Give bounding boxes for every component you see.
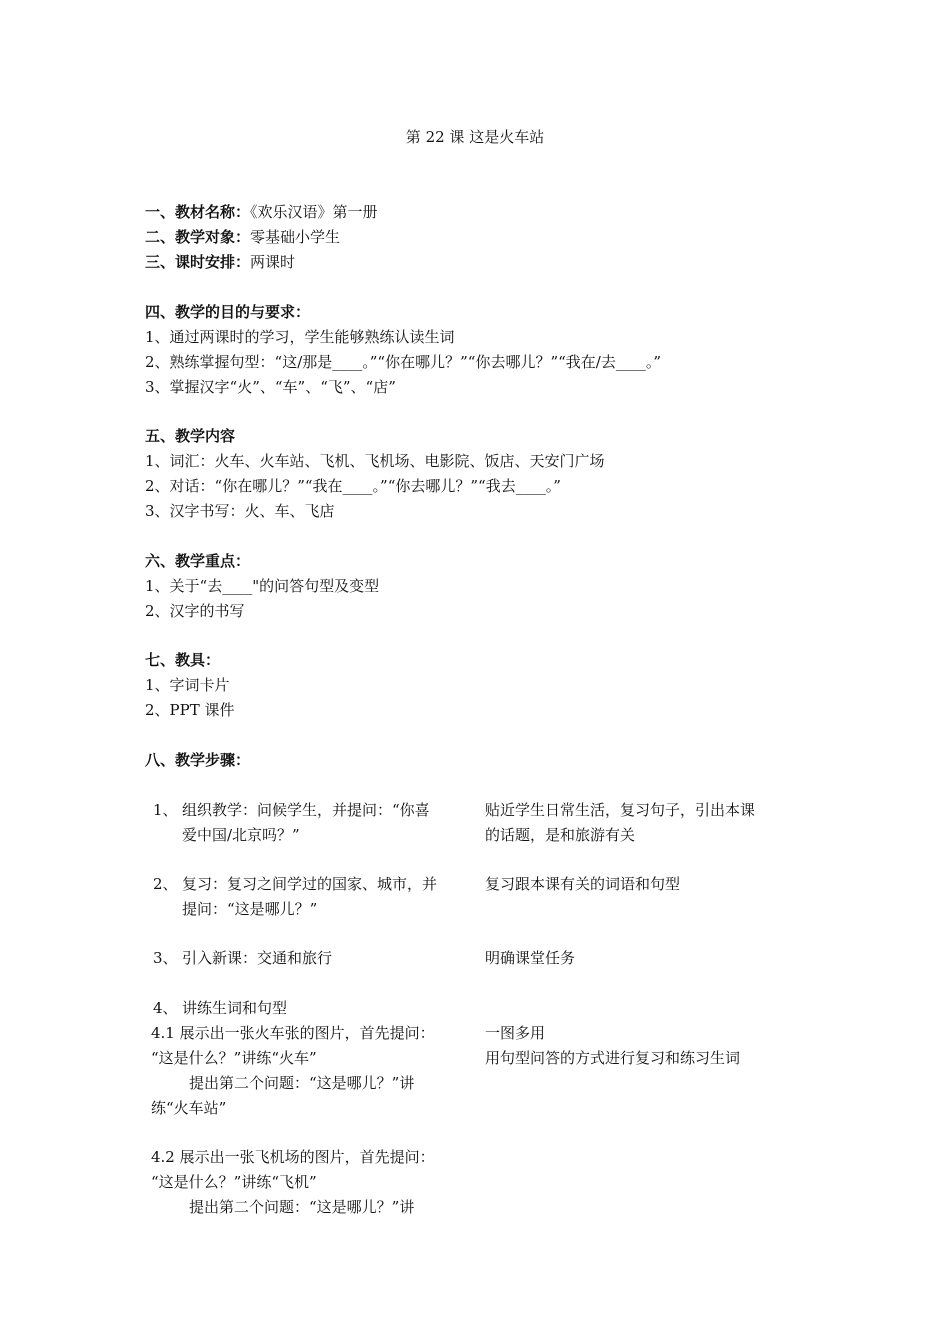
step-purpose-line: 明确课堂任务: [485, 949, 576, 967]
step-purpose-line: 贴近学生日常生活，复习句子，引出本课: [485, 801, 756, 819]
info-value: 两课时: [250, 253, 296, 271]
info-schedule: [145, 250, 825, 275]
step-activity-line: 复习：复习之间学过的国家、城市，并: [182, 875, 438, 893]
section-heading: 八、教学步骤：: [145, 751, 251, 769]
list-item: 2、熟练掌握句型：“这/那是____。”“你在哪儿？”“你去哪儿？”“我在/去____。”: [145, 353, 662, 371]
course-info: [145, 200, 825, 275]
list-item: 1、字词卡片: [145, 676, 230, 694]
step-purpose-line: 复习跟本课有关的词语和句型: [485, 875, 681, 893]
substep-line: 4.1 展示出一张火车张的图片，首先提问：: [151, 1024, 435, 1042]
substep-line: 练“火车站”: [151, 1099, 227, 1117]
step-activity: [182, 996, 477, 1021]
lesson-title: 第 22 课 这是火车站: [405, 128, 545, 146]
info-label: 二、教学对象：: [145, 228, 251, 246]
section-goals: [145, 300, 825, 400]
info-label: 一、教材名称：: [145, 203, 251, 221]
list-item: 2、对话：“你在哪儿？”“我在____。”“你去哪儿？”“我去____。”: [145, 477, 561, 495]
list-item: 3、掌握汉字“火”、“车”、“飞”、“店”: [145, 378, 396, 396]
step-purpose: [485, 872, 815, 897]
step-activity-line: 引入新课：交通和旅行: [182, 949, 333, 967]
section-materials: [145, 648, 825, 723]
section-content: [145, 424, 825, 524]
step-purpose-line: 的话题，是和旅游有关: [485, 826, 636, 844]
section-steps: [145, 748, 825, 773]
step-activity: [182, 872, 477, 922]
list-item: 1、关于“去____"的问答句型及变型: [145, 577, 380, 595]
list-item: 3、汉字书写：火、车、飞店: [145, 502, 335, 520]
step-number: 1、: [153, 801, 178, 819]
step-activity-line: 讲练生词和句型: [182, 999, 288, 1017]
section-heading: 五、教学内容: [145, 427, 236, 445]
info-value: 《欢乐汉语》第一册: [250, 203, 378, 221]
section-heading: 七、教具：: [145, 651, 221, 669]
list-item: 2、汉字的书写: [145, 602, 245, 620]
substep-line: 提出第二个问题：“这是哪儿？”讲: [189, 1074, 415, 1092]
section-heading: 六、教学重点：: [145, 552, 251, 570]
info-label: 三、课时安排：: [145, 253, 251, 271]
step-number: 2、: [153, 875, 178, 893]
section-key-points: [145, 549, 825, 624]
step-activity-line: 提问：“这是哪儿？”: [182, 900, 318, 918]
substep-line: “这是什么？”讲练“火车”: [151, 1049, 317, 1067]
step-activity: [182, 946, 477, 971]
step-purpose-line: 用句型问答的方式进行复习和练习生词: [485, 1049, 741, 1067]
substep-line: 4.2 展示出一张飞机场的图片，首先提问：: [151, 1148, 435, 1166]
section-heading: 四、教学的目的与要求：: [145, 303, 311, 321]
info-value: 零基础小学生: [250, 228, 341, 246]
step-purpose: [485, 946, 815, 971]
step-purpose-line: 一图多用: [485, 1024, 546, 1042]
substep-4-2: [151, 1145, 476, 1220]
substep-line: 提出第二个问题：“这是哪儿？”讲: [189, 1198, 415, 1216]
step-number: 3、: [153, 949, 178, 967]
info-textbook: [145, 200, 825, 225]
step-activity-line: 爱中国/北京吗？”: [182, 826, 300, 844]
step-number: 4、: [153, 999, 178, 1017]
step-activity: [182, 798, 477, 848]
step-purpose: [485, 1021, 815, 1071]
step-activity-line: 组织教学：问候学生，并提问：“你喜: [182, 801, 430, 819]
list-item: 2、PPT 课件: [145, 701, 235, 719]
info-audience: [145, 225, 825, 250]
substep-line: “这是什么？”讲练“飞机”: [151, 1173, 317, 1191]
substep-4-1: [151, 1021, 476, 1121]
step-purpose: [485, 798, 815, 848]
list-item: 1、词汇：火车、火车站、飞机、飞机场、电影院、饭店、天安门广场: [145, 452, 605, 470]
list-item: 1、通过两课时的学习，学生能够熟练认读生词: [145, 328, 455, 346]
